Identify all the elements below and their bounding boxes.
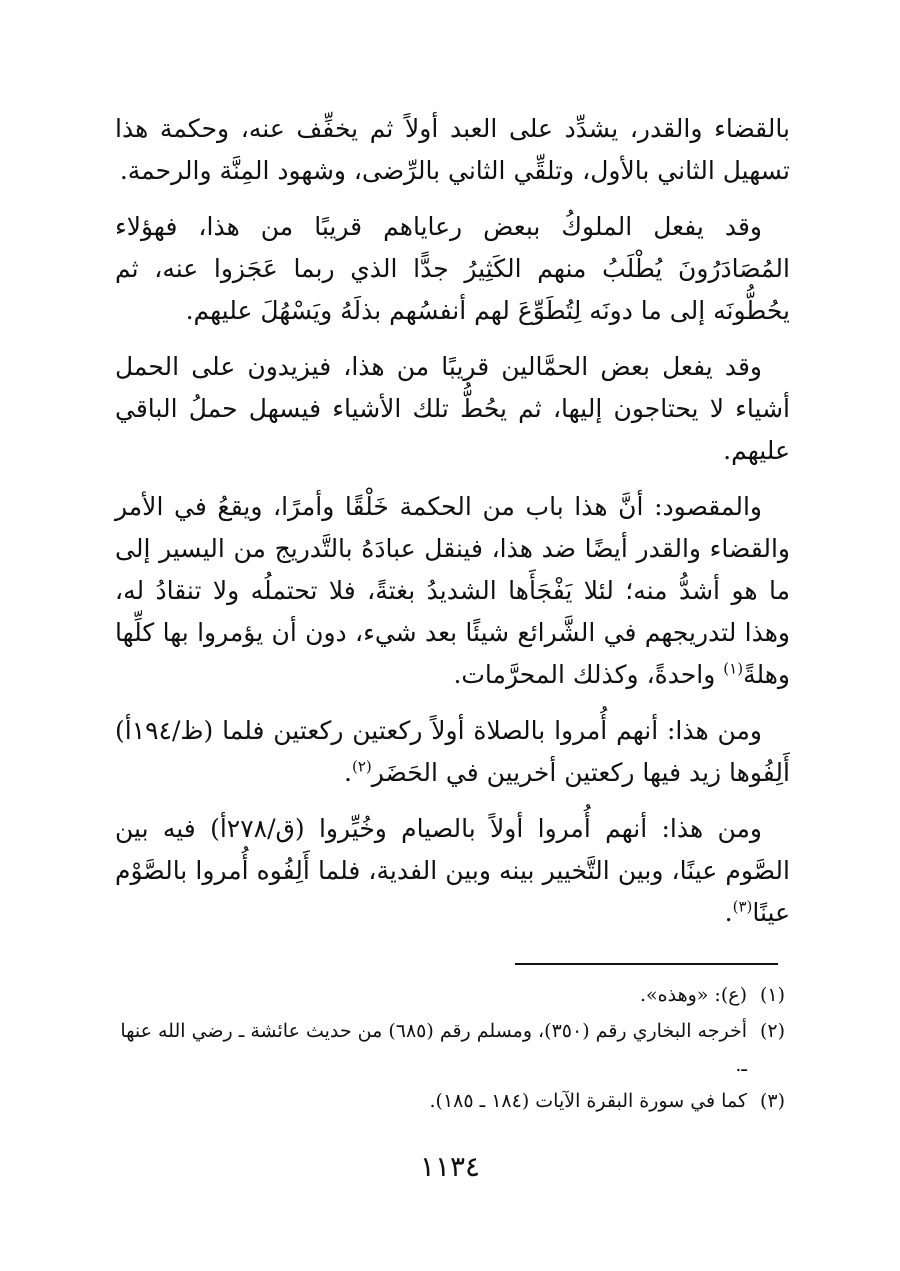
- footnote-ref-3: (٣): [732, 897, 753, 916]
- footnote-2-text: أخرجه البخاري رقم (٣٥٠)، ومسلم رقم (٦٨٥) من حديث عائشة ـ رضي الله عنها ـ.: [120, 1020, 747, 1076]
- footnote-3: [110, 1084, 785, 1118]
- footnotes: [110, 978, 785, 1120]
- paragraph-2: وقد يفعل الملوكُ ببعض رعاياهم قريبًا من هذا، فهؤلاء المُصَادَرُونَ يُطْلَبُ منهم الكَثِيرُ جدًّا الذي ربما عَجَزوا عنه، ثم يحُطُّونَه إلى ما دونَه لِتُطَوِّعَ لهم أنفسُهم بذلَهُ ويَسْهُلَ عليهم.: [115, 212, 790, 325]
- footnote-3-text: كما في سورة البقرة الآيات (١٨٤ ـ ١٨٥).: [429, 1090, 747, 1112]
- footnote-ref-1: (١): [723, 659, 744, 678]
- page-number: ١١٣٤: [419, 1150, 481, 1183]
- footnote-1: [110, 978, 785, 1012]
- footnote-3-number: (٣): [759, 1090, 785, 1112]
- paragraph-5-text: ومن هذا: أنهم أُمروا بالصلاة أولاً ركعتين ركعتين فلما (ظ/١٩٤أ) أَلِفُوها زيد فيها ركعتين أخريين في الحَضَر: [115, 716, 790, 787]
- paragraph-4: [115, 486, 790, 696]
- paragraph-4-text: والمقصود: أنَّ هذا باب من الحكمة خَلْقًا وأمرًا، ويقعُ في الأمر والقضاء والقدر أيضًا ضد هذا، فينقل عبادَهُ بالتَّدريج من اليسير إلى ما هو أشدُّ منه؛ لئلا يَفْجَأَها الشديدُ بغتةً، فلا تحتملُه ولا تنقادُ له، وهذا لتدريجهم في الشَّرائع شيئًا بعد شيء، دون أن يؤمروا بها كلِّها وهلةً: [115, 492, 790, 689]
- paragraph-6-tail: .: [724, 898, 733, 927]
- footnote-1-text: (ع): «وهذه».: [639, 984, 747, 1006]
- main-text: [115, 108, 790, 948]
- footnote-ref-2: (٢): [351, 757, 372, 776]
- paragraph-4-tail: واحدةً، وكذلك المحرَّمات.: [453, 660, 724, 689]
- footnote-divider: [515, 963, 778, 965]
- paragraph-6: [115, 808, 790, 934]
- paragraph-3: وقد يفعل بعض الحمَّالين قريبًا من هذا، فيزيدون على الحمل أشياء لا يحتاجون إليها، ثم يحُطُّ تلك الأشياء فيسهل حملُ الباقي عليهم.: [115, 352, 790, 465]
- footnote-1-number: (١): [759, 984, 785, 1006]
- footnote-2: [110, 1014, 785, 1082]
- paragraph-5: [115, 710, 790, 794]
- paragraph-6-text: ومن هذا: أنهم أُمروا أولاً بالصيام وخُيِّروا (ق/٢٧٨أ) فيه بين الصَّوم عينًا، وبين التَّخيير بينه وبين الفدية، فلما أَلِفُوه أُمروا بالصَّوْم عينًا: [115, 814, 790, 927]
- paragraph-5-tail: .: [344, 758, 352, 787]
- footnote-2-number: (٢): [759, 1020, 785, 1042]
- paragraph-1: بالقضاء والقدر، يشدِّد على العبد أولاً ثم يخفِّف عنه، وحكمة هذا تسهيل الثاني بالأول، وتلقِّي الثاني بالرِّضى، وشهود المِنَّة والرحمة.: [115, 114, 790, 185]
